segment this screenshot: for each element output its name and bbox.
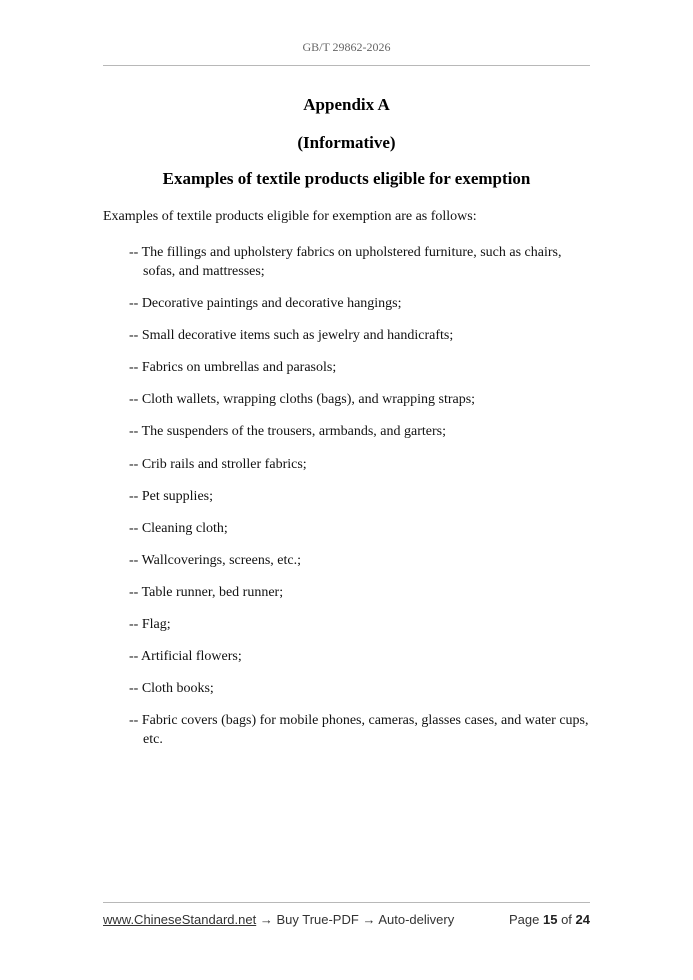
list-item: -- Flag; [129, 617, 171, 633]
list-item: -- Pet supplies; [129, 488, 213, 504]
exemption-list [129, 243, 594, 762]
page-of-label: of [561, 912, 572, 927]
website-link[interactable]: www.ChineseStandard.net [103, 912, 257, 927]
list-item: -- Decorative paintings and decorative hangings; [129, 296, 402, 312]
list-item: -- Wallcoverings, screens, etc.; [129, 552, 301, 568]
buy-step-label: Buy True-PDF [276, 912, 359, 927]
appendix-type: (Informative) [297, 133, 396, 152]
document-code-header: GB/T 29862-2026 [302, 40, 391, 54]
list-item: -- Small decorative items such as jewelry and handicrafts; [129, 328, 454, 344]
list-item: -- Fabrics on umbrellas and parasols; [129, 360, 337, 376]
footer-divider [103, 902, 590, 903]
arrow-right-icon: → [259, 912, 273, 927]
list-item: -- Crib rails and stroller fabrics; [129, 456, 307, 472]
list-item: -- Cleaning cloth; [129, 520, 228, 536]
page-current: 15 [542, 912, 558, 927]
list-item: -- Cloth wallets, wrapping cloths (bags), and wrapping straps; [129, 392, 476, 408]
list-item: -- Table runner, bed runner; [129, 584, 284, 600]
page-label: Page [508, 912, 540, 927]
footer-promo [103, 912, 454, 927]
list-item: -- The suspenders of the trousers, armbands, and garters; [129, 424, 446, 440]
list-item: -- The fillings and upholstery fabrics on upholstered furniture, such as chairs, sofas, and mattresses; [129, 245, 562, 279]
appendix-title: Appendix A [303, 95, 390, 114]
arrow-right-icon: → [362, 912, 376, 927]
list-item: -- Artificial flowers; [129, 649, 242, 665]
page-total: 24 [575, 912, 590, 927]
delivery-step-label: Auto-delivery [378, 912, 455, 927]
list-item: -- Fabric covers (bags) for mobile phones, cameras, glasses cases, and water cups, etc. [129, 713, 589, 748]
intro-paragraph: Examples of textile products eligible for exemption are as follows: [103, 209, 477, 224]
appendix-heading: Examples of textile products eligible for exemption [162, 169, 531, 188]
page-number [509, 912, 590, 927]
list-item: -- Cloth books; [129, 681, 214, 697]
header-divider [103, 65, 590, 66]
